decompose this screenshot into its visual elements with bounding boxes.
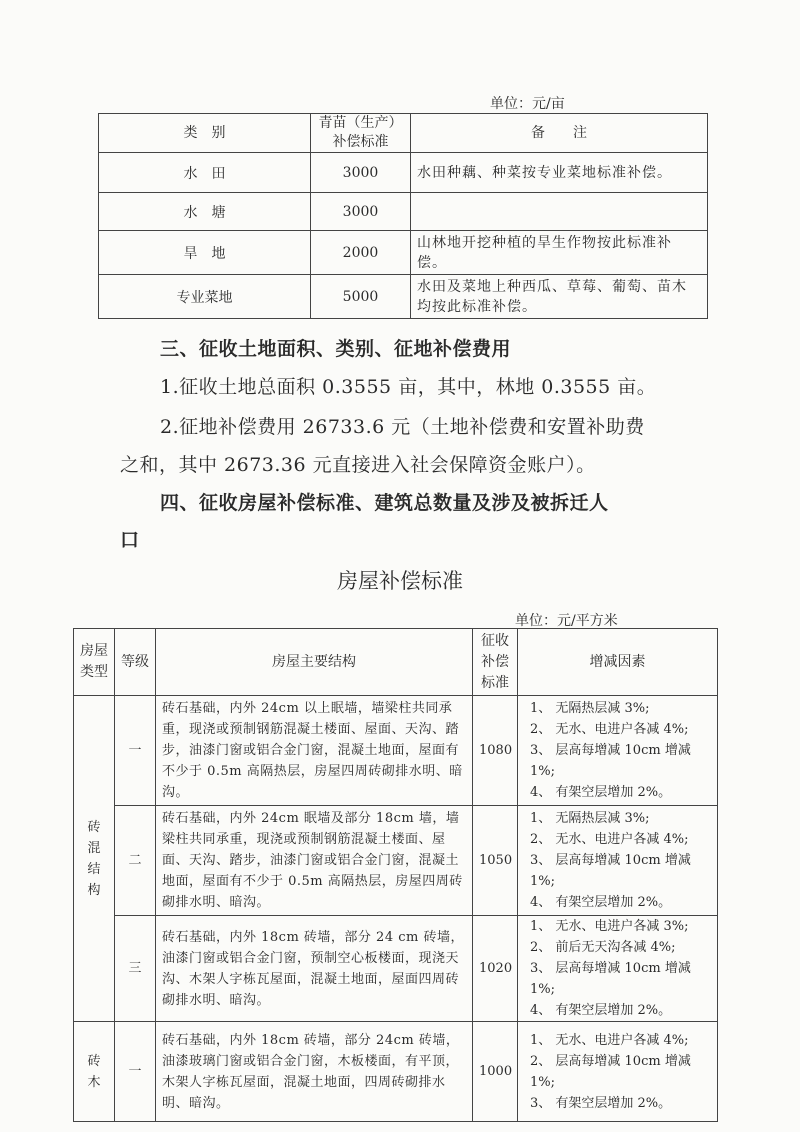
standard-cell: 1080 — [473, 696, 518, 806]
standard-cell: 1050 — [473, 806, 518, 916]
table1-unit: 单位：元/亩 — [490, 96, 565, 112]
table-row — [99, 193, 708, 231]
column-header: 征收补偿标准 — [473, 629, 518, 696]
category-cell: 水 田 — [99, 153, 311, 193]
standard-cell: 1000 — [473, 1022, 518, 1122]
grade-cell: 一 — [115, 1022, 156, 1122]
table2-unit: 单位：元/平方米 — [515, 613, 618, 629]
standard-cell: 3000 — [311, 193, 411, 231]
item1-text: 1.征收土地总面积 0.3555 亩，其中，林地 0.3555 亩。 — [160, 376, 657, 398]
structure-cell: 砖石基础，内外 24cm 眠墙及部分 18cm 墙，墙梁柱共同承重，现浇或预制钢筋混凝土楼面、屋面、天沟、踏步，油漆门窗或铝合金门窗，混凝土地面，屋面有不少于 0.5m 高隔热层，房屋四周砖砌排水明、暗沟。 — [156, 806, 473, 916]
factor-item: 1、 无水、电进户各减 3%; — [530, 919, 689, 934]
factor-item: 3、 层高每增减 10cm 增减 1%; — [530, 853, 691, 889]
table-header-row — [74, 629, 718, 696]
factor-item: 3、 有架空层增加 2%。 — [530, 1095, 672, 1111]
factor-item: 1、 无隔热层减 3%; — [530, 701, 650, 716]
table-row — [74, 806, 718, 916]
grade-cell: 二 — [115, 806, 156, 916]
column-header: 青苗（生产） 补偿标准 — [311, 114, 411, 153]
note-cell: 水田种藕、种菜按专业菜地标准补偿。 — [411, 153, 708, 193]
item2-text-line1: 2.征地补偿费用 26733.6 元（土地补偿费和安置补助费 — [160, 416, 645, 438]
section4-heading-line1: 四、征收房屋补偿标准、建筑总数量及涉及被拆迁人 — [160, 492, 609, 514]
section3-heading: 三、征收土地面积、类别、征地补偿费用 — [160, 338, 512, 360]
factor-item: 1、 无水、电进户各减 4%; — [530, 1032, 689, 1048]
note-cell: 山林地开挖种植的旱生作物按此标准补偿。 — [411, 231, 708, 275]
table-row — [99, 275, 708, 319]
factor-item: 3、 层高每增减 10cm 增减 1%; — [530, 961, 691, 997]
house-compensation-table — [73, 628, 718, 1122]
category-cell: 水 塘 — [99, 193, 311, 231]
table-row — [74, 916, 718, 1022]
table-row — [99, 231, 708, 275]
seedling-compensation-table — [98, 113, 708, 319]
factor-item: 2、 无水、电进户各减 4%; — [530, 832, 689, 847]
table2-title: 房屋补偿标准 — [337, 569, 463, 593]
standard-cell: 2000 — [311, 231, 411, 275]
structure-cell: 砖石基础，内外 24cm 以上眠墙，墙梁柱共同承重，现浇或预制钢筋混凝土楼面、屋面、天沟、踏步，油漆门窗或铝合金门窗，混凝土地面，屋面有不少于 0.5m 高隔热层，房屋四周砖砌排水明、暗沟。 — [156, 696, 473, 806]
item2-text-line2: 之和，其中 2673.36 元直接进入社会保障资金账户）。 — [120, 454, 596, 476]
factor-item: 4、 有架空层增加 2%。 — [530, 895, 672, 910]
factor-item: 4、 有架空层增加 2%。 — [530, 785, 672, 800]
table-header-row — [99, 114, 708, 153]
structure-cell: 砖石基础，内外 18cm 砖墙，部分 24cm 砖墙，油漆玻璃门窗或铝合金门窗，木板楼面，有平顶，木架人字栋瓦屋面，混凝土地面，四周砖砌排水明、暗沟。 — [156, 1022, 473, 1122]
column-header: 类 别 — [99, 114, 311, 153]
factors-cell — [518, 916, 718, 1022]
standard-cell: 5000 — [311, 275, 411, 319]
column-header: 等级 — [115, 629, 156, 696]
factors-cell — [518, 696, 718, 806]
factor-item: 4、 有架空层增加 2%。 — [530, 1003, 672, 1018]
factors-cell — [518, 806, 718, 916]
note-cell — [411, 193, 708, 231]
column-header: 房屋主要结构 — [156, 629, 473, 696]
grade-cell: 一 — [115, 696, 156, 806]
note-cell: 水田及菜地上种西瓜、草莓、葡萄、苗木均按此标准补偿。 — [411, 275, 708, 319]
section4-heading-line2: 口 — [120, 529, 140, 551]
column-header: 备 注 — [411, 114, 708, 153]
factor-item: 1、 无隔热层减 3%; — [530, 811, 650, 826]
table-row — [74, 696, 718, 806]
factor-item: 2、 层高每增减 10cm 增减 1%; — [530, 1053, 691, 1090]
column-header: 增减因素 — [518, 629, 718, 696]
factors-cell — [518, 1022, 718, 1122]
factor-item: 2、 无水、电进户各减 4%; — [530, 722, 689, 737]
category-cell: 旱 地 — [99, 231, 311, 275]
factor-item: 3、 层高每增减 10cm 增减 1%; — [530, 743, 691, 779]
category-cell: 专业菜地 — [99, 275, 311, 319]
column-header: 房屋类型 — [74, 629, 115, 696]
factor-item: 2、 前后无天沟各减 4%; — [530, 940, 676, 955]
standard-cell: 1020 — [473, 916, 518, 1022]
standard-cell: 3000 — [311, 153, 411, 193]
table-row — [99, 153, 708, 193]
grade-cell: 三 — [115, 916, 156, 1022]
structure-cell: 砖石基础，内外 18cm 砖墙，部分 24 cm 砖墙，油漆门窗或铝合金门窗，预制空心板楼面，现浇天沟、木架人字栋瓦屋面，混凝土地面，屋面四周砖砌排水明、暗沟。 — [156, 916, 473, 1022]
house-type-cell: 砖混结构 — [74, 696, 115, 1022]
table-row — [74, 1022, 718, 1122]
house-type-cell: 砖木 — [74, 1022, 115, 1122]
